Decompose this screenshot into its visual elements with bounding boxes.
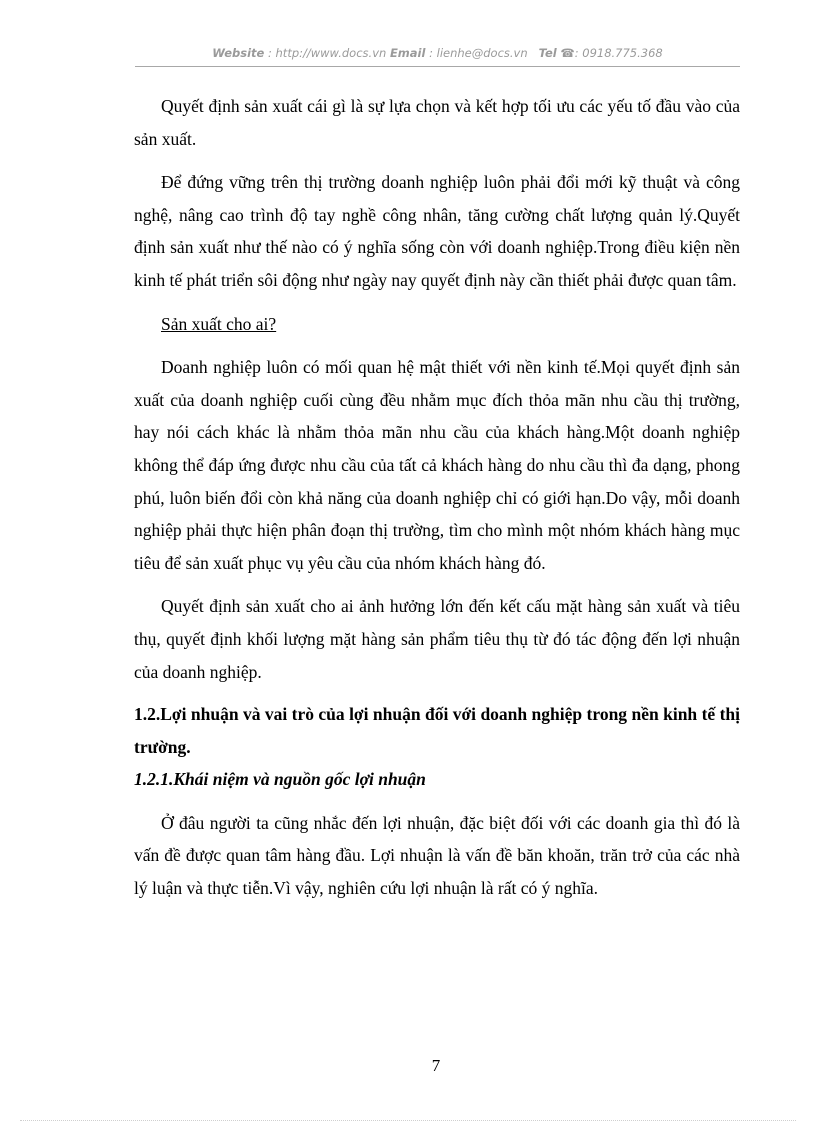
paragraph-4: Quyết định sản xuất cho ai ảnh hưởng lớn đến kết cấu mặt hàng sản xuất và tiêu thụ, quyết định khối lượng mặt hàng sản phẩm tiêu thụ từ đó tác động đến lợi nhuận của doanh nghiệp. [134,596,740,682]
tel-label: Tel [538,46,557,60]
email-address: lienhe@docs.vn [436,46,528,60]
website-label: Website [212,46,265,60]
page-number: 7 [431,1056,441,1075]
page-body [134,90,740,905]
bottom-dotted-border [20,1120,796,1121]
email-label: Email [389,46,426,60]
subheading-san-xuat-cho-ai [134,308,740,341]
paragraph-5: Ở đâu người ta cũng nhắc đến lợi nhuận, đặc biệt đối với các doanh gia thì đó là vấn đề được quan tâm hàng đầu. Lợi nhuận là vấn đề băn khoăn, trăn trở của các nhà lý luận và thực tiễn.Vì vậy, nghiên cứu lợi nhuận là rất có ý nghĩa. [134,812,740,899]
subsection-heading: 1.2.1.Khái niệm và nguồn gốc lợi nhuận [134,769,426,790]
subheading-text: Sản xuất cho ai? [161,313,277,334]
email-separator: : [425,46,437,60]
header-divider [135,66,740,67]
tel-number: : 0918.775.368 [574,46,663,60]
paragraph-1: Quyết định sản xuất cái gì là sự lựa chọn và kết hợp tối ưu các yếu tố đầu vào của sản xuất. [134,96,740,149]
paragraph-3: Doanh nghiệp luôn có mối quan hệ mật thiết với nền kinh tế.Mọi quyết định sản xuất của doanh nghiệp cuối cùng đều nhằm mục đích thỏa mãn nhu cầu thị trường, hay nói cách khác là nhằm thỏa mãn nhu cầu của khách hàng.Một doanh nghiệp không thể đáp ứng được nhu cầu của tất cả khách hàng do nhu cầu thì đa dạng, phong phú, luôn biến đổi còn khả năng của doanh nghiệp chỉ có giới hạn.Do vậy, mỗi doanh nghiệp phải thực hiện phân đoạn thị trường, tìm cho mình một nhóm khách hàng mục tiêu để sản xuất phục vụ yêu cầu của nhóm khách hàng đó. [134,357,740,573]
page-header [135,46,740,60]
section-heading: 1.2.Lợi nhuận và vai trò của lợi nhuận đối với doanh nghiệp trong nền kinh tế thị trường. [134,704,740,757]
website-url: http://www.docs.vn [275,46,387,60]
website-separator: : [264,46,276,60]
paragraph-2: Để đứng vững trên thị trường doanh nghiệp luôn phải đổi mới kỹ thuật và công nghệ, nâng cao trình độ tay nghề công nhân, tăng cường chất lượng quản lý.Quyết định sản xuất như thế nào có ý nghĩa sống còn với doanh nghiệp.Trong điều kiện nền kinh tế phát triển sôi động như ngày nay quyết định này cần thiết phải được quan tâm. [134,172,740,290]
telephone-icon: ☎ [560,46,575,60]
